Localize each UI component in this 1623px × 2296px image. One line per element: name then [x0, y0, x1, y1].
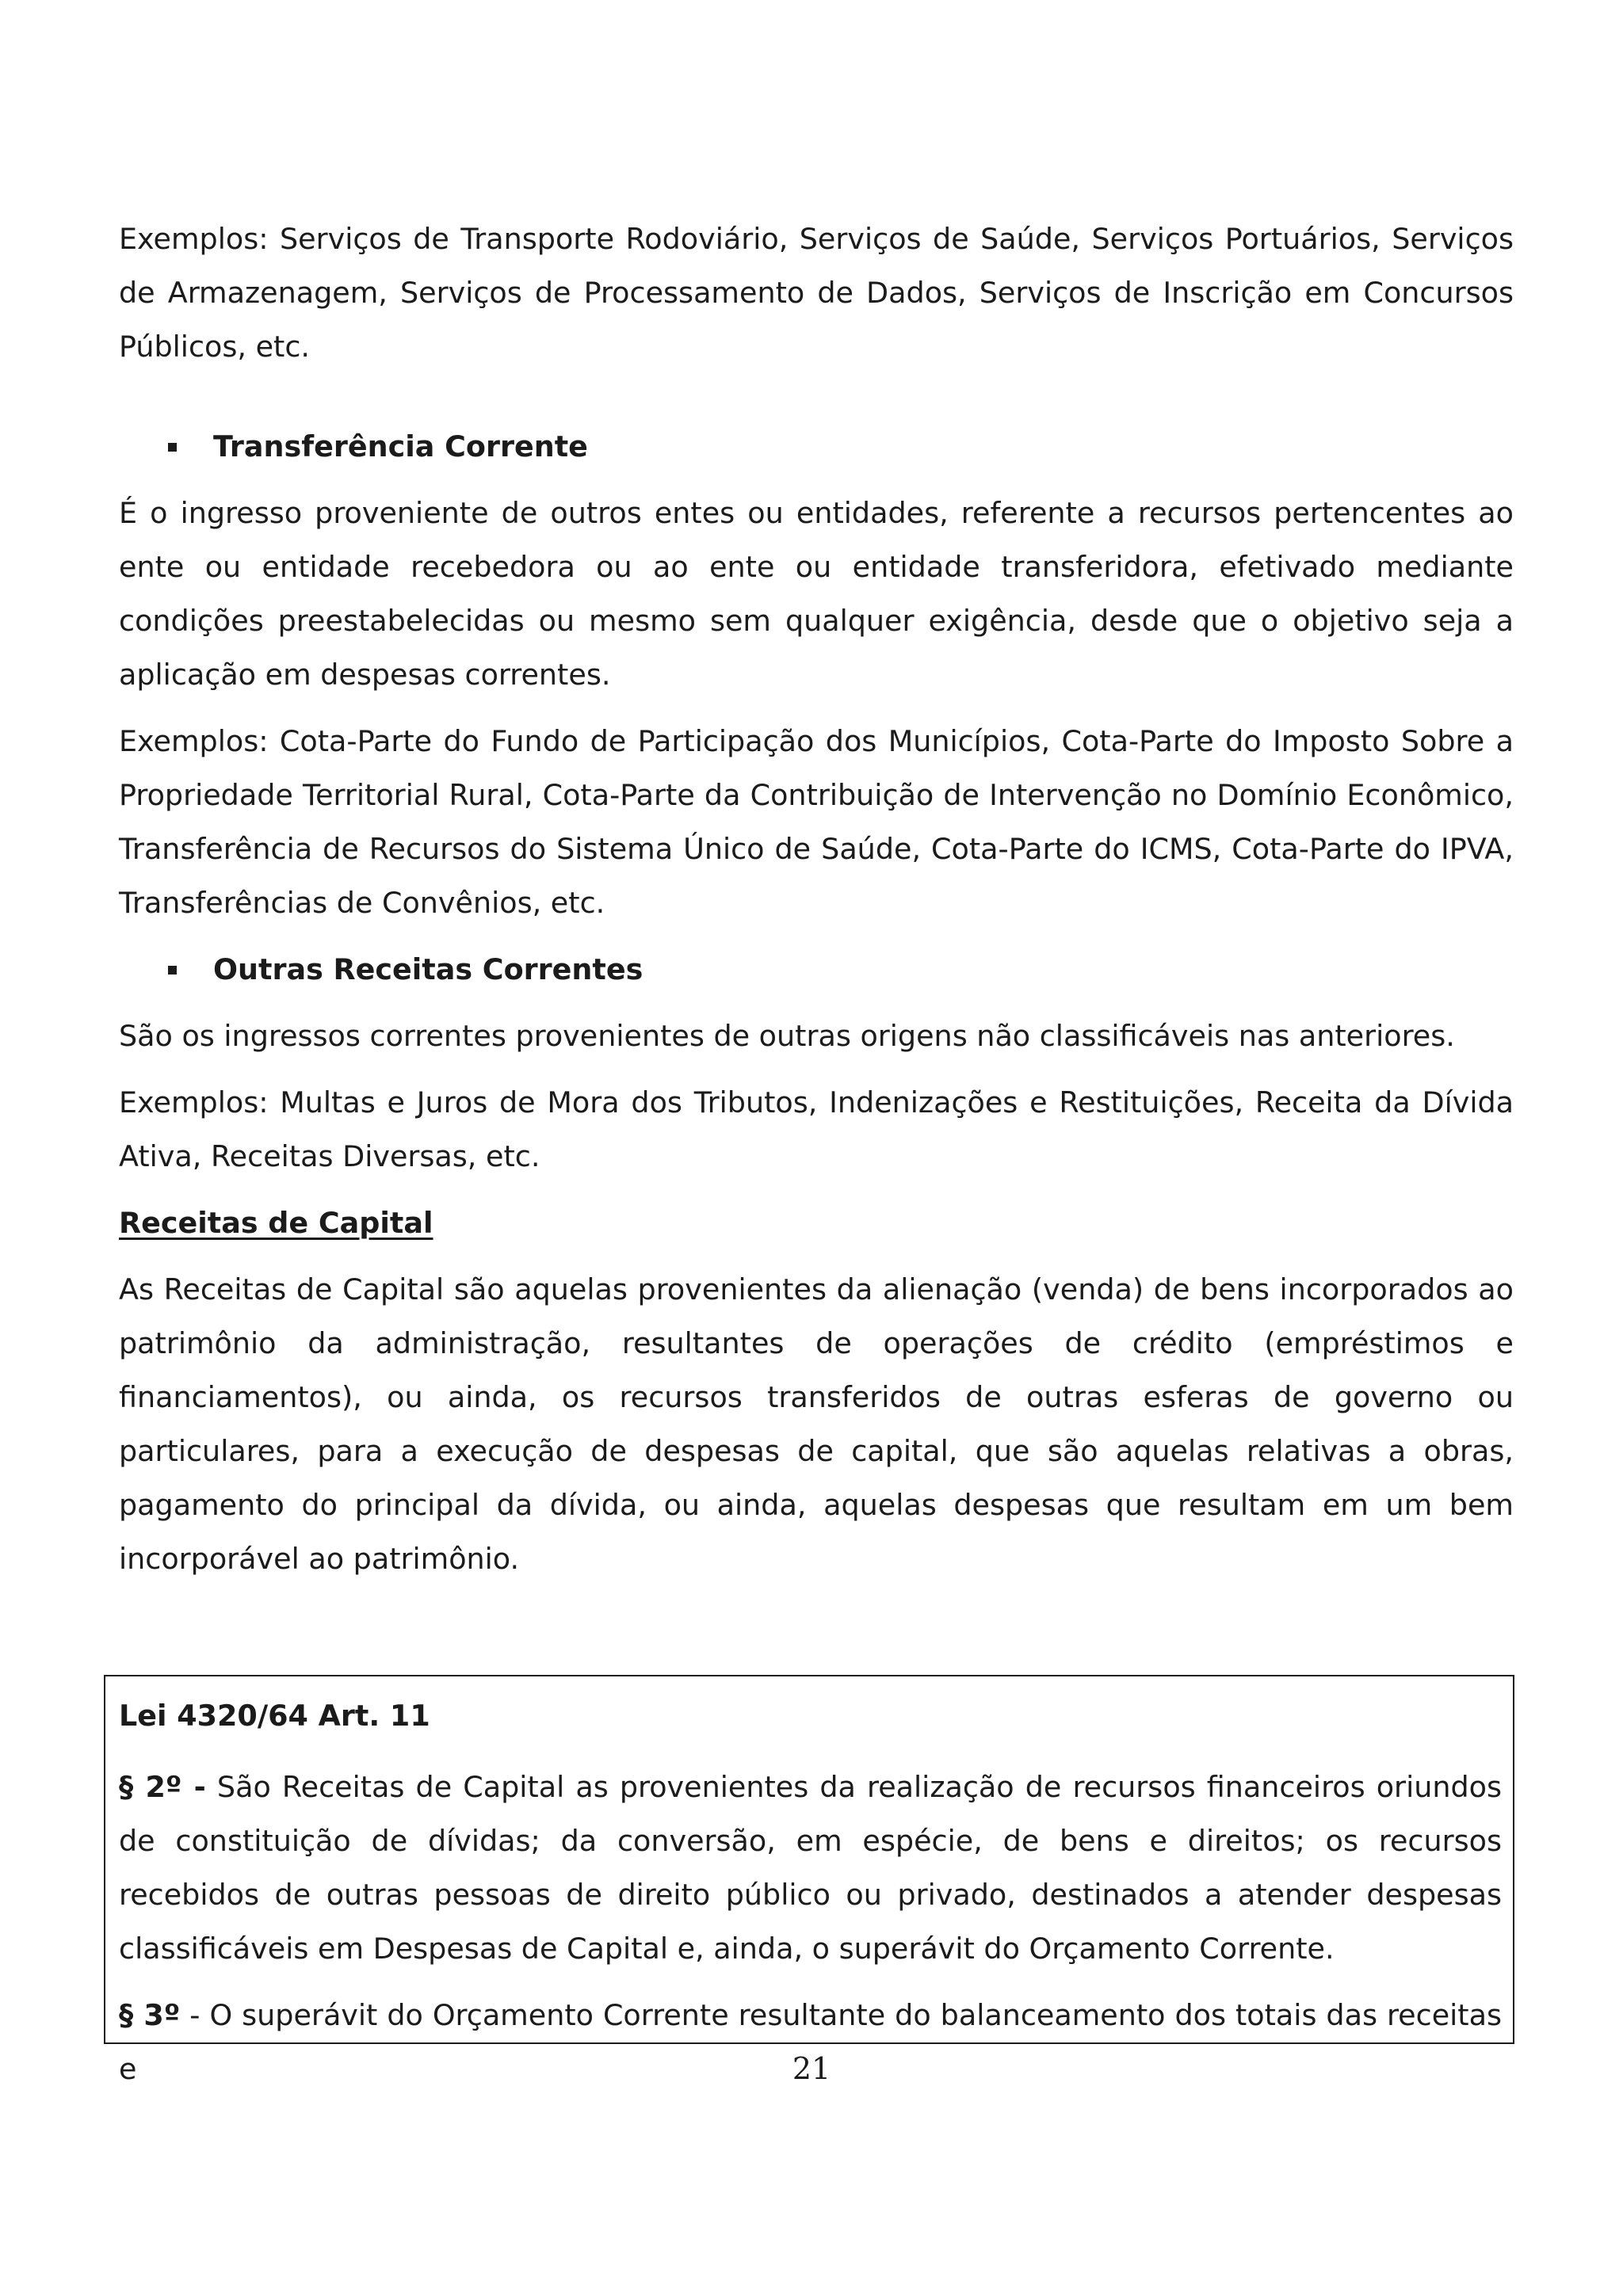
outras-examples-paragraph: Exemplos: Multas e Juros de Mora dos Tributos, Indenizações e Restituições, Receita da Dívida Ativa, Receitas Diversas, etc. — [119, 1085, 1514, 1173]
transferencia-examples-paragraph: Exemplos: Cota-Parte do Fundo de Participação dos Municípios, Cota-Parte do Imposto Sobre a Propriedade Territorial Rural, Cota-Parte da Contribuição de Intervenção no Domínio Econômico, Transferência de Recursos do Sistema Único de Saúde, Cota-Parte do ICMS, Cota-Parte do IPVA, Transferências de Convênios, etc. — [119, 724, 1514, 920]
paragraph-3-mark: § 3º — [119, 1998, 181, 2032]
receitas-capital-heading: Receitas de Capital — [119, 1206, 433, 1240]
document-body — [119, 212, 1514, 1586]
outras-receitas-heading-text: Outras Receitas Correntes — [213, 952, 643, 986]
law-title: Lei 4320/64 Art. 11 — [119, 1699, 430, 1733]
outras-receitas-heading — [119, 943, 1514, 997]
transferencia-corrente-heading — [119, 420, 1514, 474]
servicos-examples-paragraph: Exemplos: Serviços de Transporte Rodoviário, Serviços de Saúde, Serviços Portuários, Serviços de Armazenagem, Serviços de Processamento de Dados, Serviços de Inscrição em Concursos Públicos, etc. — [119, 222, 1514, 364]
paragraph-2-mark: § 2º - — [119, 1770, 206, 1804]
transferencia-corrente-paragraph: É o ingresso proveniente de outros entes ou entidades, referente a recursos pertencentes ao ente ou entidade recebedora ou ao ente ou entidade transferidora, efetivado mediante condições preestabelecidas ou mesmo sem qualquer exigência, desde que o objetivo seja a aplicação em despesas correntes. — [119, 496, 1514, 692]
page-number: 21 — [792, 2051, 831, 2086]
paragraph-3-text: - O superávit do Orçamento Corrente resultante do balanceamento dos totais das receitas e — [119, 1998, 1502, 2086]
receitas-capital-paragraph: As Receitas de Capital são aquelas provenientes da alienação (venda) de bens incorporados ao patrimônio da administração, resultantes de operações de crédito (empréstimos e financiamentos), ou ainda, os recursos transferidos de outras esferas de governo ou particulares, para a execução de despesas de capital, que são aquelas relativas a obras, pagamento do principal da dívida, ou ainda, aquelas despesas que resultam em um bem incorporável ao patrimônio. — [119, 1272, 1514, 1576]
outras-receitas-paragraph: São os ingressos correntes provenientes de outras origens não classificáveis nas anteriores. — [119, 1019, 1455, 1053]
square-bullet-icon — [168, 443, 177, 452]
square-bullet-icon — [168, 966, 177, 974]
law-paragraph-2 — [119, 1760, 1502, 1976]
paragraph-2-text: São Receitas de Capital as provenientes da realização de recursos financeiros oriundos de constituição de dívidas; da conversão, em espécie, de bens e direitos; os recursos recebidos de outras pessoas de direito público ou privado, destinados a atender despesas classificáveis em Despesas de Capital e, ainda, o superávit do Orçamento Corrente. — [119, 1770, 1502, 1966]
transferencia-corrente-heading-text: Transferência Corrente — [213, 429, 588, 463]
